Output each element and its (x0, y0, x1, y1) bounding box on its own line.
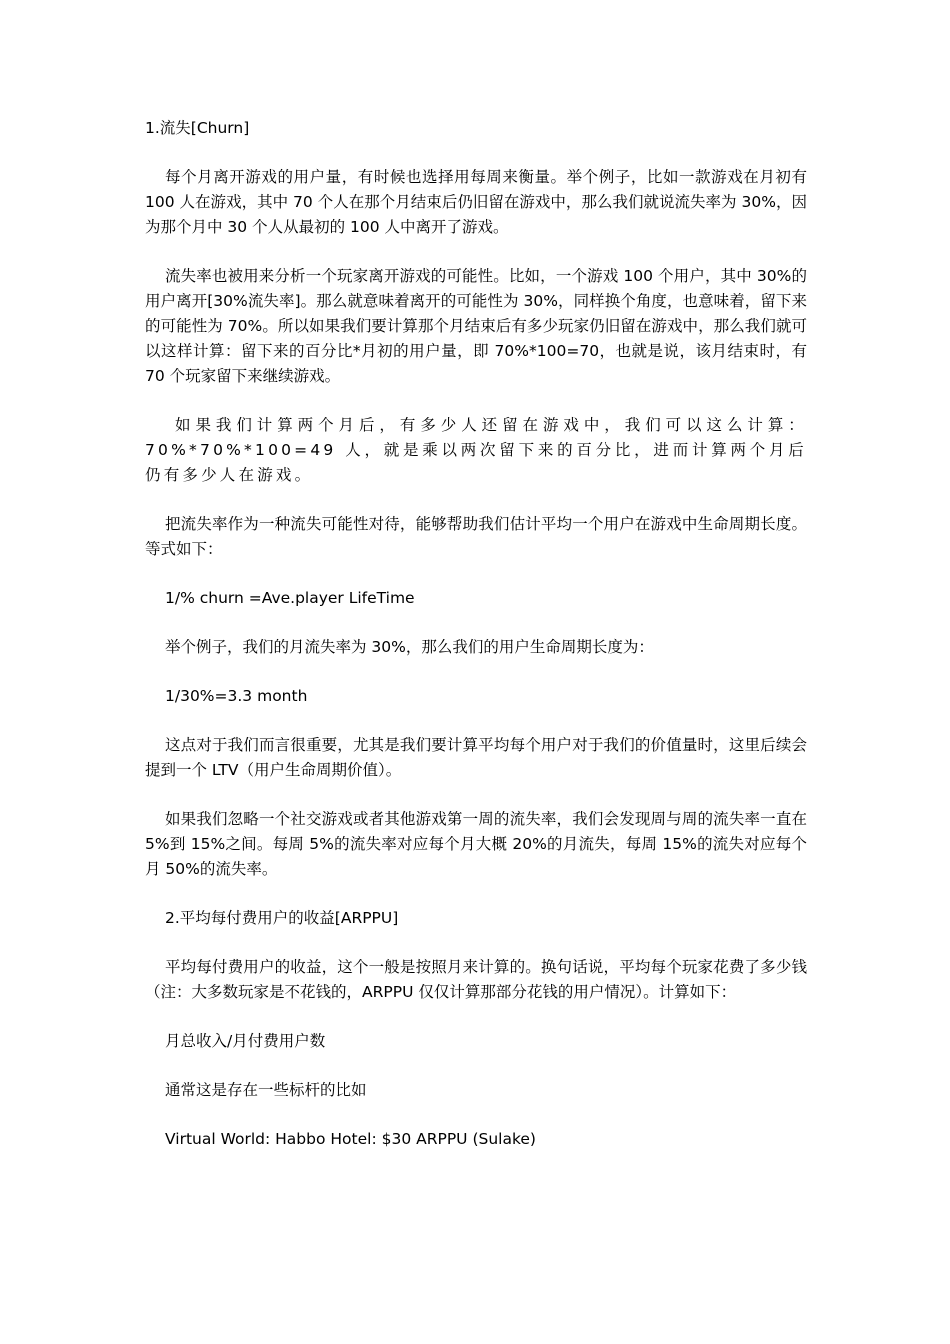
paragraph-benchmarks: 通常这是存在一些标杆的比如 (165, 1081, 367, 1099)
paragraph-weekly-churn: 如果我们忽略一个社交游戏或者其他游戏第一周的流失率，我们会发现周与周的流失率一直在 5%到 15%之间。每周 5%的流失率对应每个月大概 20%的月流失，每周 15%的流失对应每个月 50%的流失率。 (145, 810, 807, 878)
paragraph-ltv: 这点对于我们而言很重要，尤其是我们要计算平均每个用户对于我们的价值量时，这里后续会提到一个 LTV（用户生命周期价值）。 (145, 736, 807, 779)
paragraph-churn-definition: 每个月离开游戏的用户量，有时候也选择用每周来衡量。举个例子，比如一款游戏在月初有 100 人在游戏，其中 70 个人在那个月结束后仍旧留在游戏中，那么我们就说流失率为 30%，因为那个月中 30 个人从最初的 100 人中离开了游戏。 (145, 168, 807, 236)
section-heading-arppu: 2.平均每付费用户的收益[ARPPU] (165, 909, 399, 927)
formula-arppu: 月总收入/月付费用户数 (165, 1032, 326, 1050)
equation-lifetime: 1/% churn =Ave.player LifeTime (165, 589, 415, 607)
paragraph-example: 举个例子，我们的月流失率为 30%，那么我们的用户生命周期长度为： (165, 638, 654, 656)
paragraph-churn-probability: 流失率也被用来分析一个玩家离开游戏的可能性。比如，一个游戏 100 个用户，其中 30%的用户离开[30%流失率]。那么就意味着离开的可能性为 30%，同样换个角度，也意味着，留下来的可能性为 70%。所以如果我们要计算那个月结束后有多少玩家仍旧留在游戏中，那么我们就可以这样计算：留下来的百分比*月初的用户量，即 70%*100=70，也就是说，该月结束时，有 70 个玩家留下来继续游戏。 (145, 267, 807, 385)
document-page (145, 116, 807, 1176)
paragraph-two-months: 如果我们计算两个月后，有多少人还留在游戏中，我们可以这么计算：70%*70%*100=49 人，就是乘以两次留下来的百分比，进而计算两个月后仍有多少人在游戏。 (145, 416, 807, 484)
paragraph-arppu-definition: 平均每付费用户的收益，这个一般是按照月来计算的。换句话说，平均每个玩家花费了多少钱（注：大多数玩家是不花钱的，ARPPU 仅仅计算那部分花钱的用户情况）。计算如下： (145, 958, 807, 1001)
benchmark-habbo: Virtual World: Habbo Hotel: $30 ARPPU (Sulake) (165, 1130, 536, 1148)
paragraph-lifetime-intro: 把流失率作为一种流失可能性对待，能够帮助我们估计平均一个用户在游戏中生命周期长度。等式如下： (145, 515, 807, 558)
equation-example: 1/30%=3.3 month (165, 687, 308, 705)
section-heading-churn: 1.流失[Churn] (145, 119, 250, 137)
